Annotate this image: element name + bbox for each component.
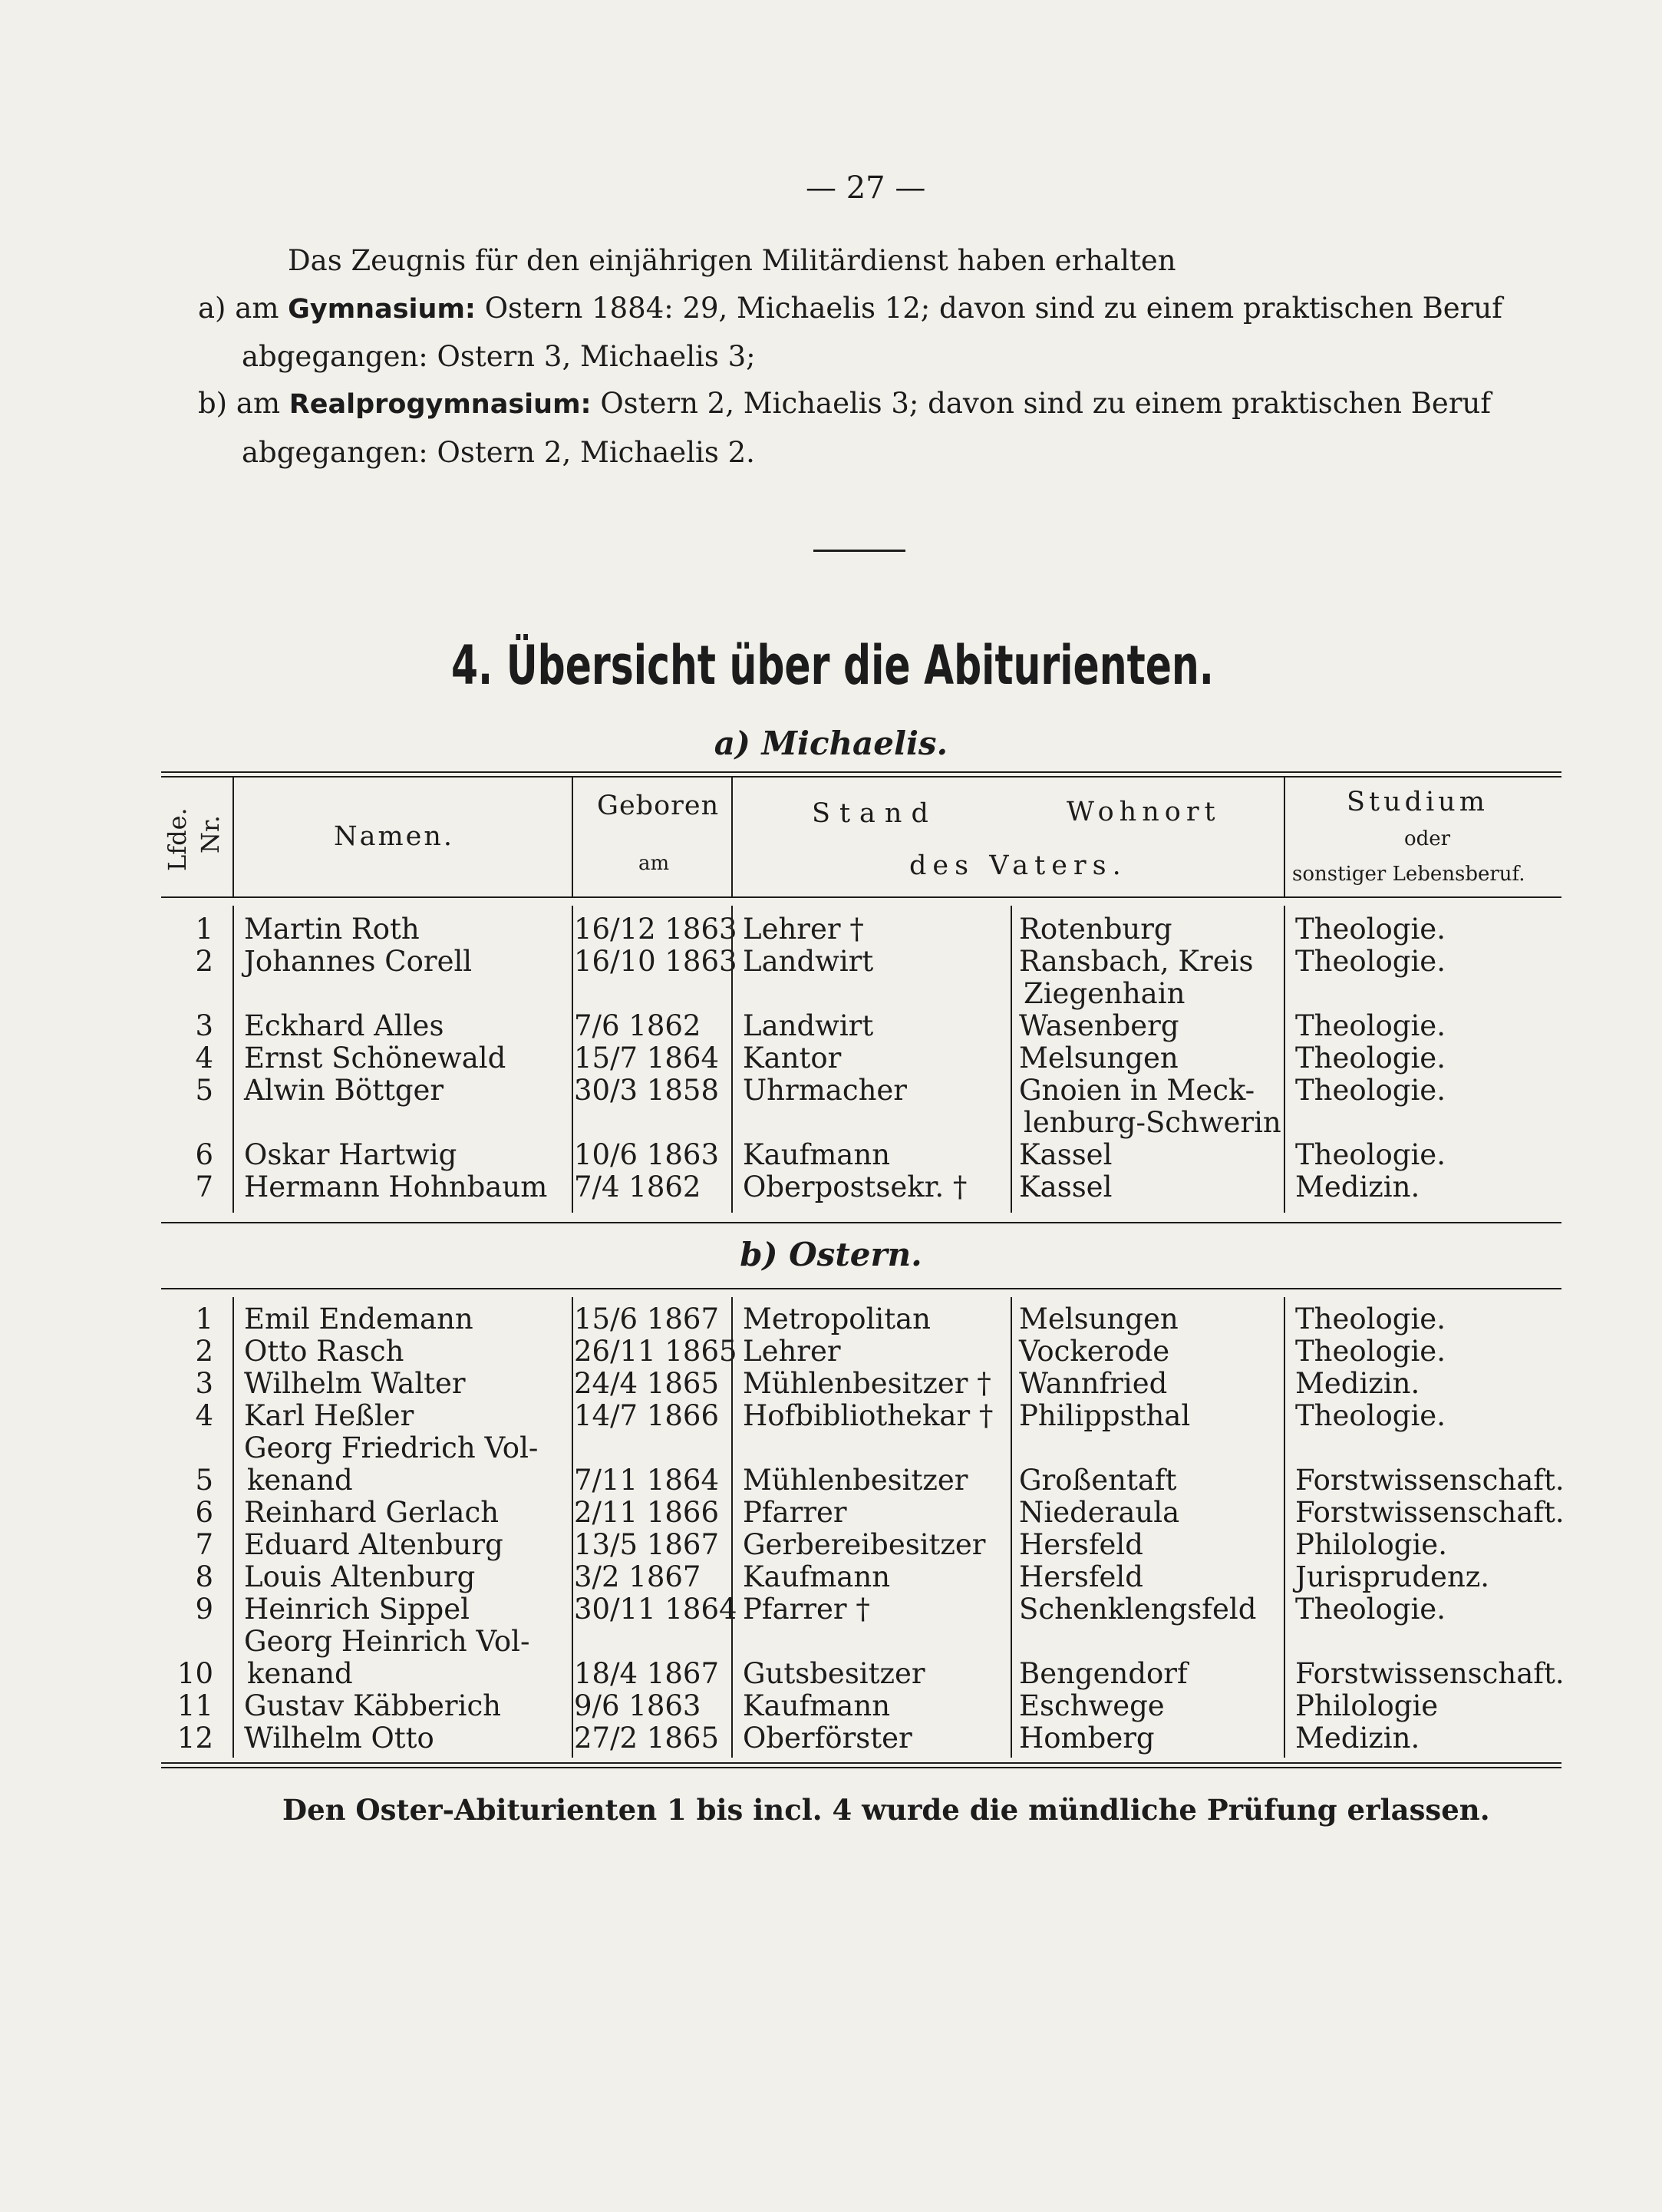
row-wohnort: Homberg — [1019, 1722, 1155, 1755]
row-studium: Philologie — [1295, 1689, 1439, 1722]
section-b-top-rule — [161, 1288, 1561, 1289]
section-b-title: b) Ostern. — [740, 1236, 922, 1273]
row-geboren: 15/6 1867 — [574, 1302, 720, 1335]
row-geboren: 30/11 1864 — [574, 1593, 737, 1626]
header-namen: Namen. — [334, 821, 455, 852]
row-name: Gustav Käbberich — [244, 1689, 502, 1722]
header-oder: oder — [1404, 827, 1451, 850]
table-header-bottom-rule — [161, 896, 1561, 898]
row-geboren: 24/4 1865 — [574, 1367, 720, 1400]
section-a-bottom-rule — [161, 1222, 1561, 1223]
header-studium: Studium — [1347, 787, 1489, 817]
table-bottom-rule — [161, 1762, 1561, 1764]
row-studium: Theologie. — [1295, 1593, 1446, 1626]
row-wohnort: Kassel — [1019, 1138, 1113, 1171]
row-wohnort: Bengendorf — [1019, 1657, 1188, 1690]
intro-a-rest: Ostern 1884: 29, Michaelis 12; davon sind zu einem praktischen Beruf — [484, 292, 1502, 325]
row-name: Reinhard Gerlach — [244, 1496, 500, 1529]
row-wohnort: Hersfeld — [1019, 1528, 1143, 1561]
row-studium: Theologie. — [1295, 1042, 1446, 1075]
row-number: 1 — [195, 1302, 213, 1335]
row-stand: Kantor — [743, 1042, 842, 1075]
b-vrule-2 — [572, 1297, 573, 1758]
row-studium: Forstwissenschaft. — [1295, 1464, 1565, 1497]
row-geboren: 14/7 1866 — [574, 1399, 720, 1432]
row-name: Wilhelm Walter — [244, 1367, 466, 1400]
row-geboren: 30/3 1858 — [574, 1074, 720, 1107]
b-vrule-1 — [232, 1297, 234, 1758]
header-stand: Stand — [812, 798, 938, 829]
row-stand: Lehrer — [743, 1335, 841, 1368]
row-name: Eckhard Alles — [244, 1009, 444, 1042]
row-studium: Philologie. — [1295, 1528, 1447, 1561]
row-stand: Mühlenbesitzer † — [743, 1367, 991, 1400]
row-geboren: 7/6 1862 — [574, 1009, 701, 1042]
row-geboren: 7/11 1864 — [574, 1464, 720, 1497]
row-stand: Uhrmacher — [743, 1074, 907, 1107]
row-number: 5 — [195, 1464, 213, 1497]
row-name: Georg Friedrich Vol- — [244, 1431, 539, 1464]
row-name: Hermann Hohnbaum — [244, 1170, 548, 1203]
row-name: kenand — [247, 1464, 353, 1497]
row-wohnort: Philippsthal — [1019, 1399, 1191, 1432]
row-geboren: 16/10 1863 — [574, 945, 737, 978]
row-geboren: 13/5 1867 — [574, 1528, 720, 1561]
row-stand: Landwirt — [743, 1009, 874, 1042]
row-stand: Lehrer † — [743, 913, 864, 946]
row-stand: Pfarrer † — [743, 1593, 870, 1626]
header-geboren: Geboren — [597, 791, 720, 821]
row-geboren: 3/2 1867 — [574, 1560, 701, 1593]
row-studium: Theologie. — [1295, 1335, 1446, 1368]
row-wohnort: Großentaft — [1019, 1464, 1177, 1497]
row-studium: Theologie. — [1295, 1138, 1446, 1171]
row-wohnort: Gnoien in Meck- — [1019, 1074, 1255, 1107]
row-wohnort: Melsungen — [1019, 1302, 1179, 1335]
row-wohnort: Ransbach, Kreis — [1019, 945, 1254, 978]
row-geboren: 18/4 1867 — [574, 1657, 720, 1690]
intro-a-school: Gymnasium: — [288, 294, 476, 325]
row-number: 3 — [195, 1009, 213, 1042]
row-stand: Kaufmann — [743, 1689, 891, 1722]
row-number: 9 — [195, 1593, 213, 1626]
row-number: 2 — [195, 1335, 213, 1368]
row-studium: Theologie. — [1295, 1399, 1446, 1432]
row-stand: Kaufmann — [743, 1560, 891, 1593]
row-wohnort: Wasenberg — [1019, 1009, 1179, 1042]
separator-rule — [813, 550, 905, 552]
row-studium: Forstwissenschaft. — [1295, 1657, 1565, 1690]
page-number: — 27 — — [806, 170, 926, 206]
intro-b-line — [198, 388, 1491, 420]
intro-a-prefix: a) am — [198, 292, 279, 325]
row-stand: Oberförster — [743, 1722, 912, 1755]
table-bottom-rule-2 — [161, 1767, 1561, 1768]
row-name: kenand — [247, 1657, 353, 1690]
row-number: 11 — [176, 1689, 213, 1722]
row-geboren: 7/4 1862 — [574, 1170, 701, 1203]
row-geboren: 9/6 1863 — [574, 1689, 701, 1722]
row-studium: Theologie. — [1295, 913, 1446, 946]
section-heading: 4. Übersicht über die Abiturienten. — [450, 634, 1214, 697]
row-name: Alwin Böttger — [244, 1074, 444, 1107]
row-studium: Theologie. — [1295, 945, 1446, 978]
table-top-rule — [161, 771, 1561, 773]
row-studium: Medizin. — [1295, 1367, 1420, 1400]
table-top-rule-2 — [161, 776, 1561, 778]
b-vrule-5 — [1284, 1297, 1285, 1758]
row-name: Martin Roth — [244, 913, 420, 946]
row-stand: Pfarrer — [743, 1496, 847, 1529]
row-wohnort: Eschwege — [1019, 1689, 1165, 1722]
row-number: 10 — [176, 1657, 213, 1690]
row-number: 4 — [195, 1042, 213, 1075]
row-name: Karl Heßler — [244, 1399, 414, 1432]
row-number: 1 — [195, 913, 213, 946]
row-name: Eduard Altenburg — [244, 1528, 503, 1561]
row-number: 2 — [195, 945, 213, 978]
row-wohnort: Niederaula — [1019, 1496, 1180, 1529]
row-number: 7 — [195, 1170, 213, 1203]
header-wohnort: Wohnort — [1067, 797, 1221, 827]
row-stand: Mühlenbesitzer — [743, 1464, 968, 1497]
row-name: Wilhelm Otto — [244, 1722, 434, 1755]
row-stand: Landwirt — [743, 945, 874, 978]
row-number: 6 — [195, 1496, 213, 1529]
row-name: Johannes Corell — [244, 945, 473, 978]
header-des-vaters: des Vaters. — [909, 850, 1127, 881]
row-wohnort: Rotenburg — [1019, 913, 1172, 946]
row-studium: Medizin. — [1295, 1170, 1420, 1203]
row-number: 4 — [195, 1399, 213, 1432]
row-geboren: 2/11 1866 — [574, 1496, 720, 1529]
row-number: 7 — [195, 1528, 213, 1561]
header-nr: Nr. — [196, 815, 225, 853]
header-lfde: Lfde. — [163, 807, 192, 871]
row-number: 3 — [195, 1367, 213, 1400]
b-vrule-4 — [1011, 1297, 1012, 1758]
row-geboren: 15/7 1864 — [574, 1042, 720, 1075]
row-stand: Kaufmann — [743, 1138, 891, 1171]
header-lebensberuf: sonstiger Lebensberuf. — [1292, 863, 1525, 886]
row-stand: Gutsbesitzer — [743, 1657, 925, 1690]
footer-note: Den Oster-Abiturienten 1 bis incl. 4 wurde die mündliche Prüfung erlassen. — [282, 1793, 1490, 1827]
row-number: 6 — [195, 1138, 213, 1171]
row-name: Emil Endemann — [244, 1302, 473, 1335]
section-a-title: a) Michaelis. — [714, 725, 948, 762]
row-name: Ernst Schönewald — [244, 1042, 506, 1075]
intro-a-line-2: abgegangen: Ostern 3, Michaelis 3; — [242, 340, 756, 373]
row-studium: Jurisprudenz. — [1295, 1560, 1490, 1593]
intro-a-line — [198, 293, 1502, 325]
intro-b-school: Realprogymnasium: — [289, 389, 592, 420]
row-studium: Medizin. — [1295, 1722, 1420, 1755]
header-vrule-3 — [731, 777, 733, 897]
intro-b-rest: Ostern 2, Michaelis 3; davon sind zu einem praktischen Beruf — [600, 387, 1492, 420]
intro-line-1: Das Zeugnis für den einjährigen Militärdienst haben erhalten — [288, 244, 1176, 277]
row-wohnort: Schenklengsfeld — [1019, 1593, 1257, 1626]
row-name: Heinrich Sippel — [244, 1593, 470, 1626]
a-vrule-4 — [1011, 906, 1012, 1213]
header-vrule-1 — [232, 777, 234, 897]
intro-b-line-2: abgegangen: Ostern 2, Michaelis 2. — [242, 436, 755, 469]
row-name: Oskar Hartwig — [244, 1138, 457, 1171]
row-wohnort: Hersfeld — [1019, 1560, 1143, 1593]
header-am: am — [638, 852, 670, 875]
row-name: Louis Altenburg — [244, 1560, 476, 1593]
row-geboren: 27/2 1865 — [574, 1722, 720, 1755]
a-vrule-1 — [232, 906, 234, 1213]
a-vrule-5 — [1284, 906, 1285, 1213]
header-vrule-4 — [1284, 777, 1285, 897]
row-studium: Forstwissenschaft. — [1295, 1496, 1565, 1529]
row-name: Otto Rasch — [244, 1335, 404, 1368]
header-vrule-2 — [572, 777, 573, 897]
row-number: 8 — [195, 1560, 213, 1593]
row-geboren: 10/6 1863 — [574, 1138, 720, 1171]
row-geboren: 16/12 1863 — [574, 913, 737, 946]
row-studium: Theologie. — [1295, 1074, 1446, 1107]
row-wohnort: Melsungen — [1019, 1042, 1179, 1075]
row-number: 12 — [176, 1722, 213, 1755]
row-studium: Theologie. — [1295, 1009, 1446, 1042]
row-stand: Gerbereibesitzer — [743, 1528, 986, 1561]
row-wohnort: Vockerode — [1019, 1335, 1170, 1368]
intro-b-prefix: b) am — [198, 387, 281, 420]
row-geboren: 26/11 1865 — [574, 1335, 737, 1368]
row-wohnort: lenburg-Schwerin — [1024, 1106, 1281, 1139]
row-wohnort: Wannfried — [1019, 1367, 1168, 1400]
row-name: Georg Heinrich Vol- — [244, 1625, 530, 1658]
row-stand: Metropolitan — [743, 1302, 931, 1335]
row-number: 5 — [195, 1074, 213, 1107]
a-vrule-2 — [572, 906, 573, 1213]
row-wohnort: Kassel — [1019, 1170, 1113, 1203]
row-stand: Hofbibliothekar † — [743, 1399, 994, 1432]
row-wohnort: Ziegenhain — [1024, 977, 1185, 1010]
row-studium: Theologie. — [1295, 1302, 1446, 1335]
row-stand: Oberpostsekr. † — [743, 1170, 968, 1203]
